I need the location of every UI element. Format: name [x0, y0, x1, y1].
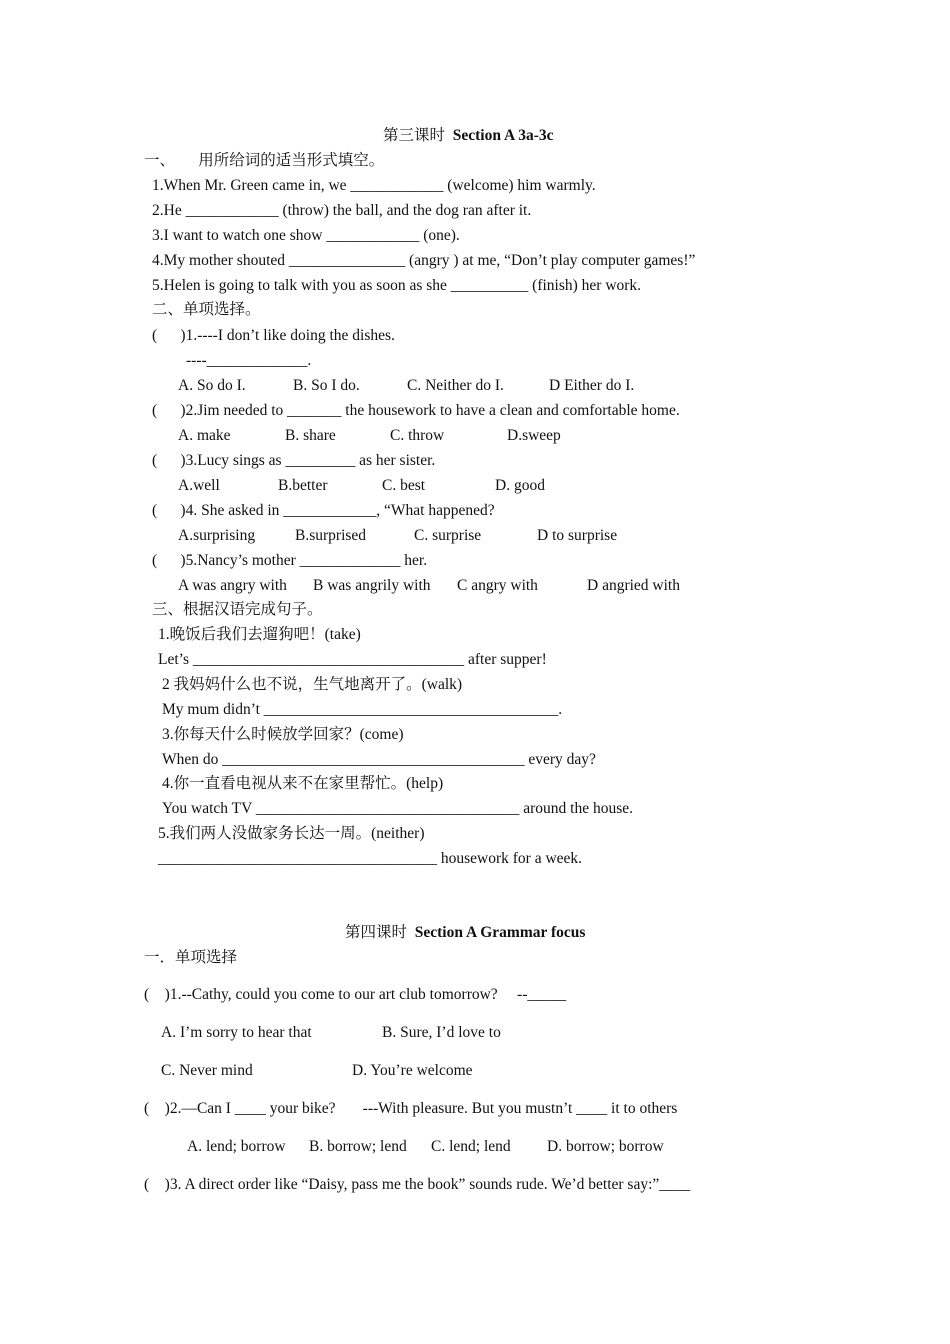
q3-option-a: A.well	[178, 477, 220, 494]
q4-option-d: D to surprise	[537, 527, 618, 544]
translate-blank-1: Let’s ___________________________________ after supper!	[158, 651, 547, 668]
translate-prompt-2: 2 我妈妈什么也不说，生气地离开了。(walk)	[162, 676, 463, 693]
translate-prompt-1: 1.晚饭后我们去遛狗吧！(take)	[158, 626, 361, 643]
q2-option-a: A. make	[178, 427, 231, 444]
fill-item-1: 1.When Mr. Green came in, we ____________ (welcome) him warmly.	[152, 177, 596, 194]
mc-question-4: ( )4. She asked in ____________, “What happened?	[152, 502, 495, 519]
translate-prompt-3: 3.你每天什么时候放学回家？(come)	[162, 726, 404, 743]
lesson4-title-en: Section A Grammar focus	[414, 924, 586, 941]
l4-q2-option-d: D. borrow; borrow	[547, 1138, 664, 1155]
lesson3-title-cn: 第三课时	[383, 127, 446, 144]
lesson3-part1-heading: 一、 用所给词的适当形式填空。	[144, 152, 385, 169]
q5-option-b: B was angrily with	[313, 577, 431, 594]
translate-blank-5: ____________________________________ housework for a week.	[158, 850, 583, 867]
l4-question-2: ( )2.—Can I ____ your bike? ---With pleasure. But you mustn’t ____ it to others	[144, 1100, 678, 1117]
q5-option-d: D angried with	[587, 577, 680, 594]
lesson4-title-cn: 第四课时	[345, 924, 408, 941]
q4-option-c: C. surprise	[414, 527, 482, 544]
mc-question-5: ( )5.Nancy’s mother _____________ her.	[152, 552, 428, 569]
mc-question-3: ( )3.Lucy sings as _________ as her sister.	[152, 452, 436, 469]
lesson3-part3-heading: 三、根据汉语完成句子。	[152, 601, 323, 618]
lesson4-title	[345, 923, 585, 943]
q3-option-d: D. good	[495, 477, 545, 494]
l4-q2-option-a: A. lend; borrow	[187, 1138, 286, 1155]
translate-blank-2: My mum didn’t ______________________________________.	[162, 701, 563, 718]
q4-option-a: A.surprising	[178, 527, 256, 544]
lesson3-part2-heading: 二、单项选择。	[152, 301, 261, 318]
q2-option-d: D.sweep	[507, 427, 561, 444]
fill-item-4: 4.My mother shouted _______________ (angry ) at me, “Don’t play computer games!”	[152, 252, 696, 269]
mc-question-1-reply: ----_____________.	[186, 352, 312, 369]
l4-question-1: ( )1.--Cathy, could you come to our art club tomorrow? --_____	[144, 986, 567, 1003]
translate-blank-3: When do _______________________________________ every day?	[162, 751, 596, 768]
q1-option-d: D Either do I.	[549, 377, 635, 394]
fill-item-5: 5.Helen is going to talk with you as soon as she __________ (finish) her work.	[152, 277, 642, 294]
l4-q1-option-a: A. I’m sorry to hear that	[161, 1024, 312, 1041]
translate-blank-4: You watch TV __________________________________ around the house.	[162, 800, 634, 817]
l4-q1-option-b: B. Sure, I’d love to	[382, 1024, 501, 1041]
q3-option-c: C. best	[382, 477, 426, 494]
lesson3-title	[383, 126, 554, 146]
l4-q1-option-d: D. You’re welcome	[352, 1062, 473, 1079]
fill-item-3: 3.I want to watch one show ____________ (one).	[152, 227, 460, 244]
q1-option-a: A. So do I.	[178, 377, 246, 394]
lesson3-title-en: Section A 3a-3c	[452, 127, 554, 144]
translate-prompt-4: 4.你一直看电视从来不在家里帮忙。(help)	[162, 775, 444, 792]
q5-option-a: A was angry with	[178, 577, 287, 594]
q5-option-c: C angry with	[457, 577, 538, 594]
q1-option-c: C. Neither do I.	[407, 377, 504, 394]
fill-item-2: 2.He ____________ (throw) the ball, and the dog ran after it.	[152, 202, 532, 219]
mc-question-2: ( )2.Jim needed to _______ the housework to have a clean and comfortable home.	[152, 402, 680, 419]
q4-option-b: B.surprised	[295, 527, 367, 544]
q1-option-b: B. So I do.	[293, 377, 360, 394]
q3-option-b: B.better	[278, 477, 328, 494]
mc-question-1: ( )1.----I don’t like doing the dishes.	[152, 327, 395, 344]
q2-option-b: B. share	[285, 427, 336, 444]
q2-option-c: C. throw	[390, 427, 445, 444]
l4-q2-option-c: C. lend; lend	[431, 1138, 511, 1155]
translate-prompt-5: 5.我们两人没做家务长达一周。(neither)	[158, 825, 425, 842]
l4-q2-option-b: B. borrow; lend	[309, 1138, 407, 1155]
l4-q1-option-c: C. Never mind	[161, 1062, 253, 1079]
lesson4-part1-heading: 一．单项选择	[144, 949, 238, 966]
l4-question-3: ( )3. A direct order like “Daisy, pass me the book” sounds rude. We’d better say:”____	[144, 1176, 691, 1193]
